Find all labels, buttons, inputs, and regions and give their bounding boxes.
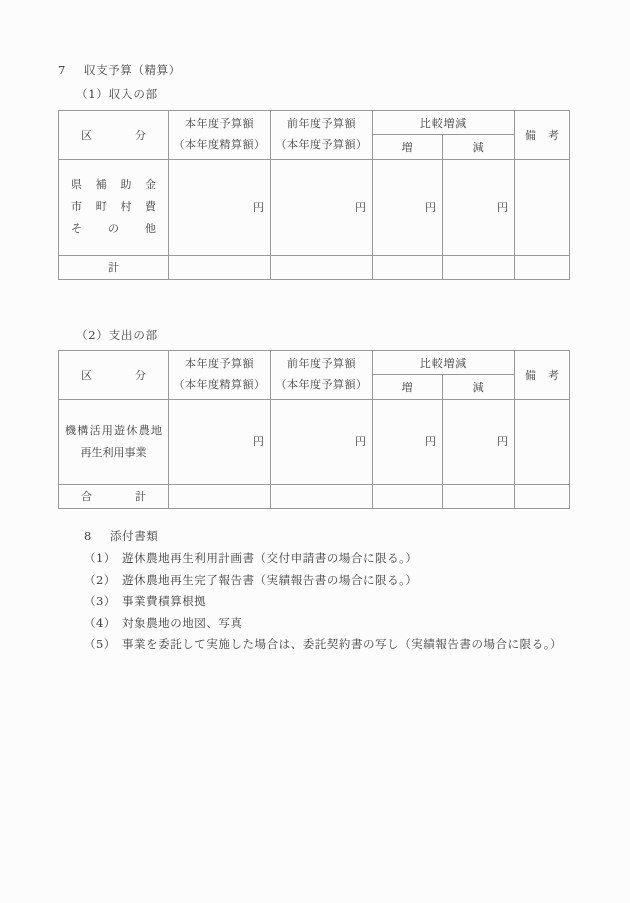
income-decrease-value[interactable]: 円 xyxy=(443,159,515,255)
header-remarks: 備考 xyxy=(515,111,570,160)
income-previous-year-value[interactable]: 円 xyxy=(271,159,373,255)
income-total-increase[interactable] xyxy=(373,255,443,279)
list-item xyxy=(84,570,562,592)
subsection-2-heading: （2）支出の部 xyxy=(76,328,158,342)
income-table xyxy=(58,110,570,280)
expense-row-labels: 機構活用遊休農地 再生利用事業 xyxy=(59,399,169,484)
section-8-heading xyxy=(84,528,158,544)
attachment-index: （4） xyxy=(84,615,116,630)
expense-total-remarks[interactable] xyxy=(515,484,570,508)
income-remarks-value[interactable] xyxy=(515,159,570,255)
attachment-list xyxy=(84,548,562,656)
income-row-labels: 県補助金 市町村費 その他 xyxy=(59,159,169,255)
header-previous-year-budget: 前年度予算額 （本年度予算額） xyxy=(271,351,373,400)
income-total-decrease[interactable] xyxy=(443,255,515,279)
header-increase: 増 xyxy=(373,375,443,399)
header-remarks: 備考 xyxy=(515,351,570,400)
attachment-text: 事業費積算根拠 xyxy=(122,594,207,608)
income-total-previous-year[interactable] xyxy=(271,255,373,279)
expense-increase-value[interactable]: 円 xyxy=(373,399,443,484)
expense-total-previous-year[interactable] xyxy=(271,484,373,508)
section-8-number: 8 xyxy=(84,529,92,543)
header-decrease: 減 xyxy=(443,375,515,399)
income-current-year-value[interactable]: 円 xyxy=(169,159,271,255)
expense-total-decrease[interactable] xyxy=(443,484,515,508)
expense-remarks-value[interactable] xyxy=(515,399,570,484)
header-division: 区分 xyxy=(59,351,169,400)
attachment-index: （5） xyxy=(84,637,116,651)
expense-total-label: 合計 xyxy=(59,484,169,508)
expense-total-current-year[interactable] xyxy=(169,484,271,508)
attachment-index: （1） xyxy=(84,551,116,565)
list-item xyxy=(84,634,562,656)
income-increase-value[interactable]: 円 xyxy=(373,159,443,255)
attachment-text: 遊休農地再生利用計画書（交付申請書の場合に限る。） xyxy=(122,551,418,565)
header-previous-year-budget: 前年度予算額 （本年度予算額） xyxy=(271,111,373,160)
header-decrease: 減 xyxy=(443,135,515,159)
attachment-text: 遊休農地再生完了報告書（実績報告書の場合に限る。） xyxy=(122,572,418,587)
attachment-text: 事業を委託して実施した場合は、委託契約書の写し（実績報告書の場合に限る。） xyxy=(122,637,563,651)
expense-decrease-value[interactable]: 円 xyxy=(443,399,515,484)
income-total-label: 計 xyxy=(59,255,169,279)
header-division: 区分 xyxy=(59,111,169,160)
header-comparison: 比較増減 xyxy=(373,111,515,135)
attachment-index: （2） xyxy=(84,572,116,587)
expense-table-total-row xyxy=(59,484,570,508)
attachment-text: 対象農地の地図、写真 xyxy=(122,615,243,630)
expense-table-header-row xyxy=(59,351,570,375)
expense-current-year-value[interactable]: 円 xyxy=(169,399,271,484)
list-item xyxy=(84,591,562,613)
header-comparison: 比較増減 xyxy=(373,351,515,375)
section-7-title: 収支予算（精算） xyxy=(84,63,181,77)
header-increase: 増 xyxy=(373,135,443,159)
section-7-number: 7 xyxy=(58,63,66,77)
income-table-header-row xyxy=(59,111,570,135)
expense-total-increase[interactable] xyxy=(373,484,443,508)
header-current-year-budget: 本年度予算額 （本年度精算額） xyxy=(169,111,271,160)
list-item xyxy=(84,613,562,635)
income-table-row xyxy=(59,159,570,255)
expense-table xyxy=(58,350,570,509)
expense-previous-year-value[interactable]: 円 xyxy=(271,399,373,484)
expense-table-row xyxy=(59,399,570,484)
income-total-remarks[interactable] xyxy=(515,255,570,279)
attachment-index: （3） xyxy=(84,594,116,608)
income-total-current-year[interactable] xyxy=(169,255,271,279)
section-7-heading xyxy=(58,62,181,78)
income-table-total-row xyxy=(59,255,570,279)
list-item xyxy=(84,548,562,570)
header-current-year-budget: 本年度予算額 （本年度精算額） xyxy=(169,351,271,400)
section-8-title: 添付書類 xyxy=(110,529,159,543)
subsection-1-heading: （1）収入の部 xyxy=(76,87,158,101)
